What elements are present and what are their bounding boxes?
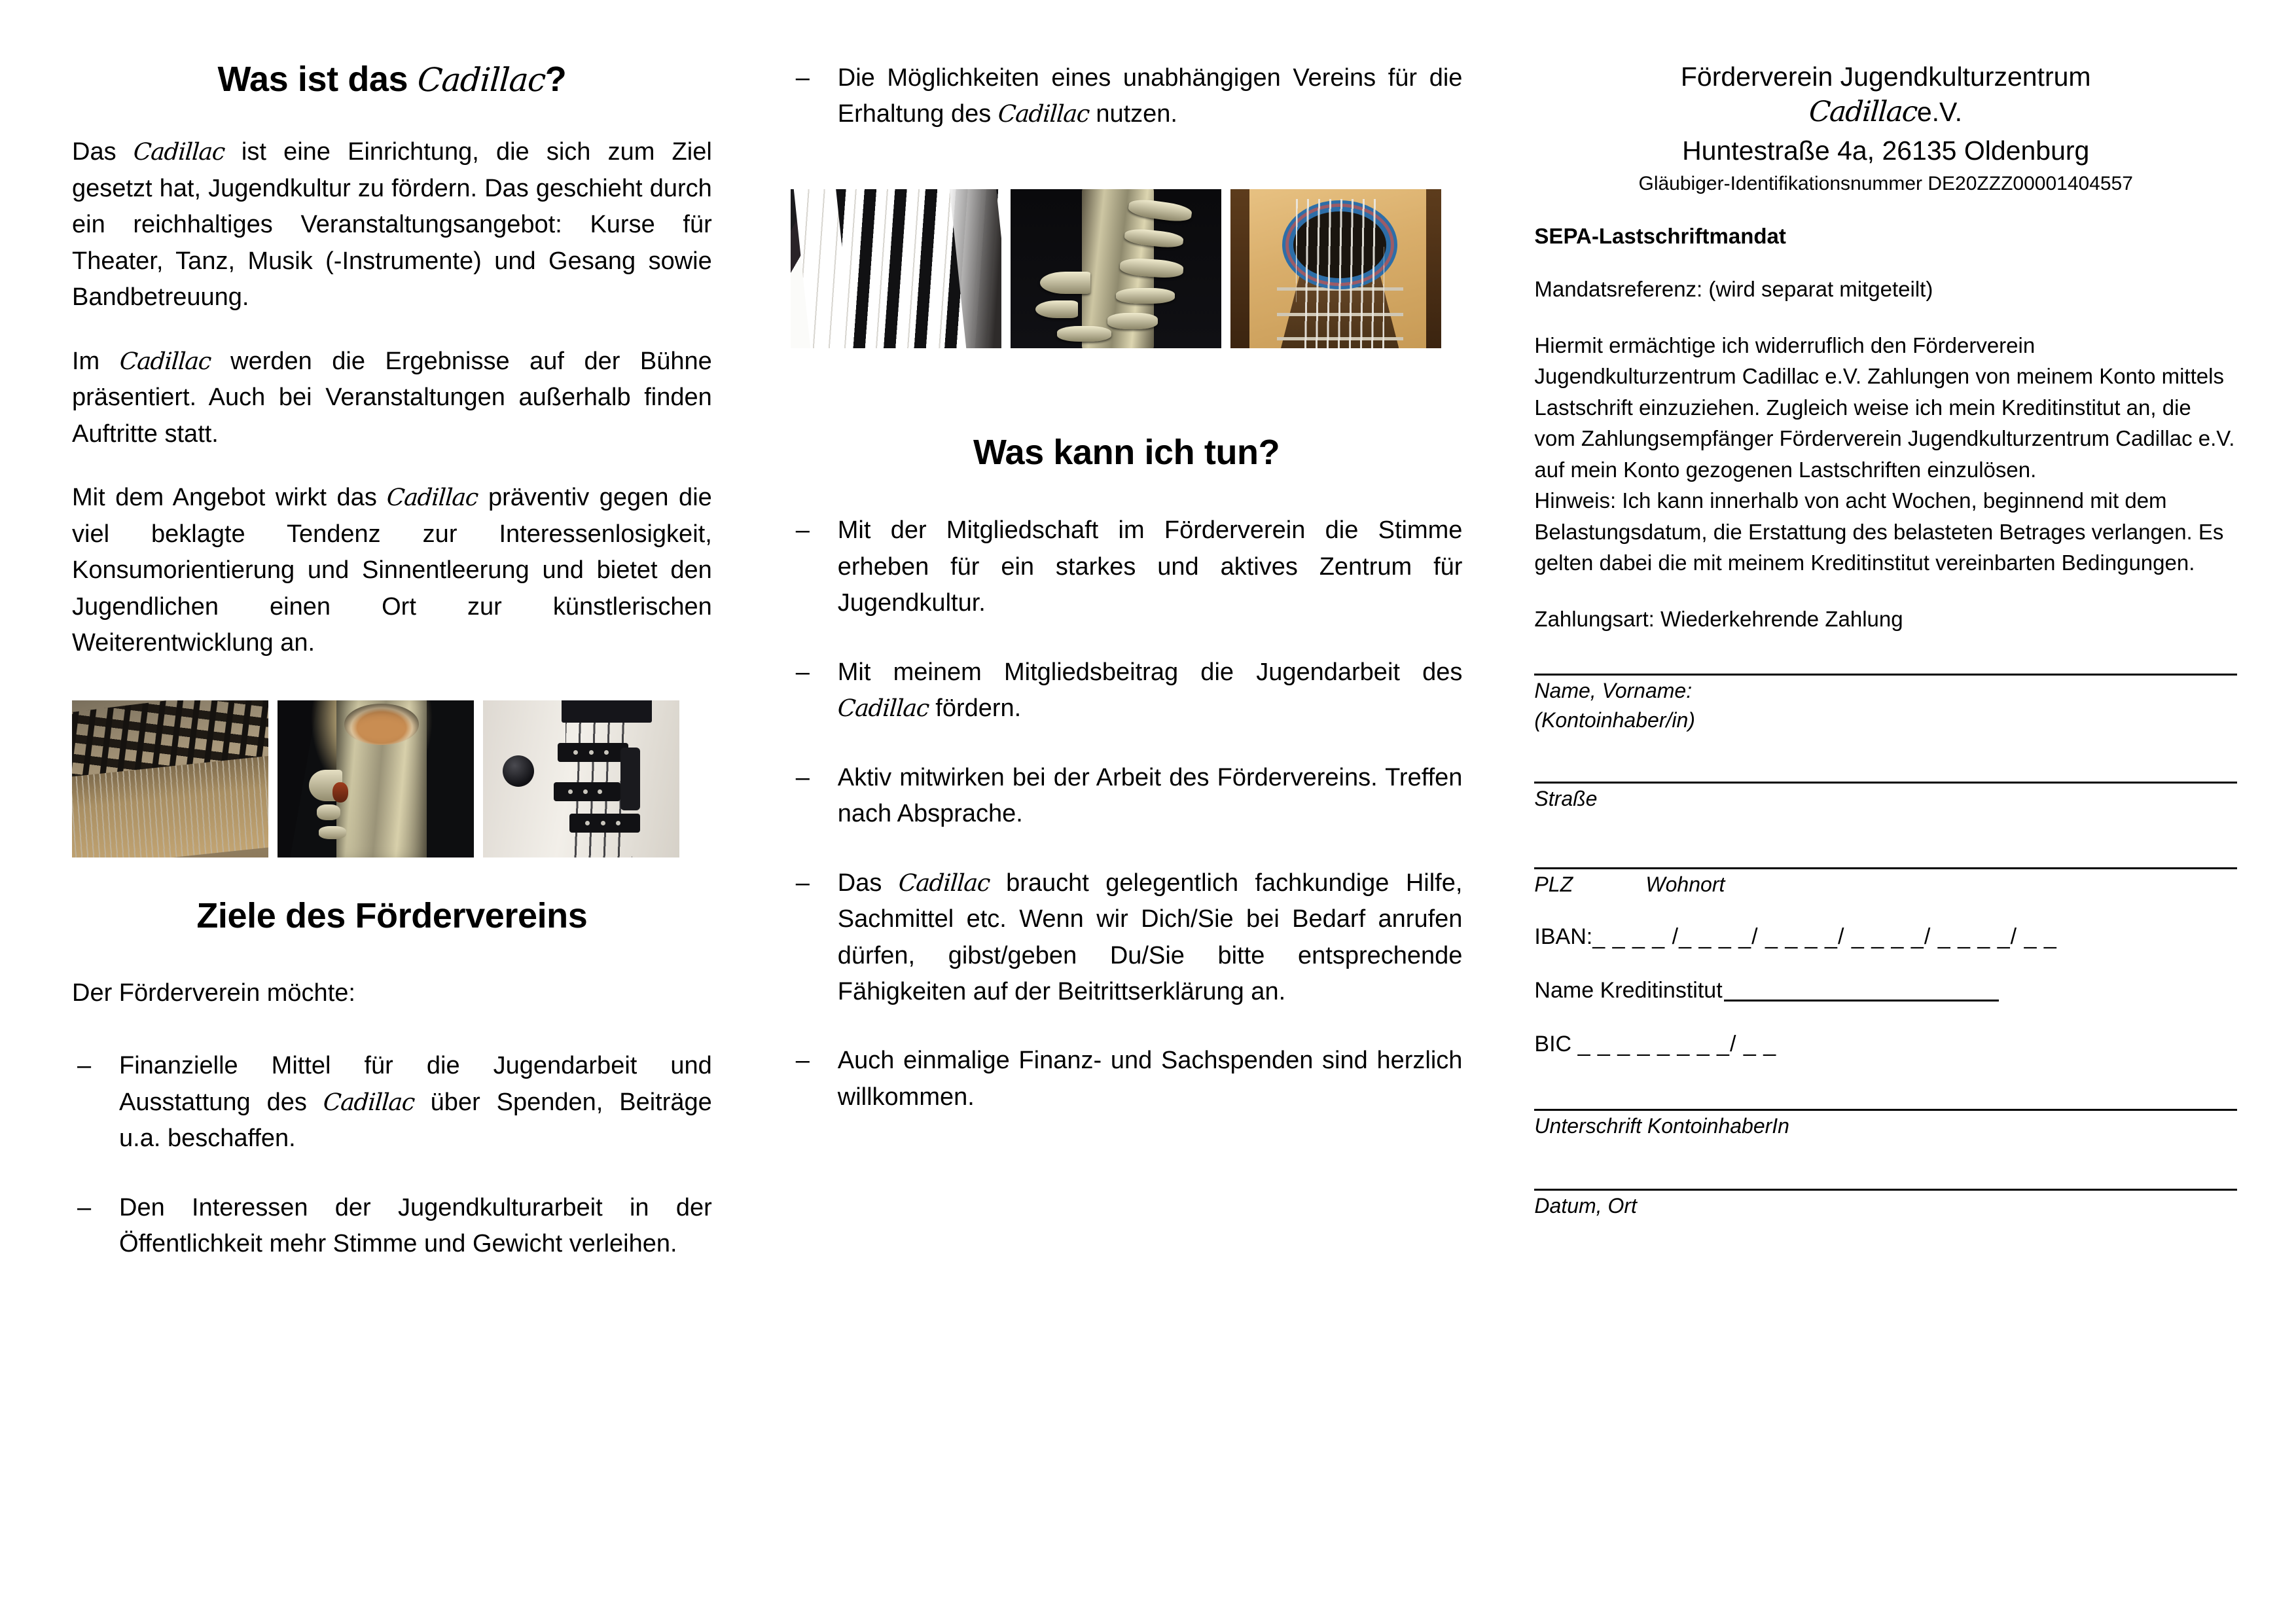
list-item	[791, 760, 1463, 833]
cadillac-wordmark: Cadillac	[897, 869, 991, 897]
bic-blanks: _ _ _ _ _ _ _ _/ _ _	[1577, 1031, 1777, 1056]
list-item-text-a: Mit meinem Mitgliedsbeitrag die Jugendarbeit des	[837, 658, 1463, 686]
bullet-dash: –	[795, 1047, 810, 1075]
postal-city-field-rule	[1534, 867, 2237, 869]
cadillac-wordmark: Cadillac	[118, 347, 212, 375]
ziele-bullet-list-continued	[791, 60, 1463, 133]
bullet-dash: –	[795, 658, 810, 686]
page-title	[72, 60, 712, 99]
signature-field-label: Unterschrift KontoinhaberIn	[1534, 1114, 1789, 1138]
cadillac-wordmark: Cadillac	[132, 138, 226, 166]
postal-city-field-labels	[1534, 871, 2237, 899]
bank-name-field[interactable]	[1534, 976, 2237, 1006]
city-label: Wohnort	[1645, 873, 1725, 897]
bic-field[interactable]	[1534, 1030, 2237, 1060]
hinweis-paragraph: Hinweis: Ich kann innerhalb von acht Wochen, beginnend mit dem Belastungsdatum, die Erstattung des belasteten Betrages verlangen. Es gelten dabei die mit meinem Kreditinstitut vereinbarten Bedingungen.	[1534, 488, 2224, 575]
organization-name: Förderverein Jugendkulturzentrum	[1680, 62, 2091, 92]
iban-blanks: _ _ _ _ /_ _ _ _/ _ _ _ _/ _ _ _ _/ _ _ _ _/ _ _	[1592, 924, 2057, 949]
column-right-sepa-form	[1501, 60, 2250, 1598]
section-title-was-kann-ich-tun: Was kann ich tun?	[973, 432, 1280, 472]
organization-name-brand-line	[1534, 94, 2237, 131]
payment-type-line: Zahlungsart: Wiederkehrende Zahlung	[1534, 606, 1903, 631]
bullet-dash: –	[77, 1193, 92, 1221]
action-bullet-list	[791, 513, 1463, 1115]
list-item-text-a: Die Möglichkeiten eines unabhängigen Vereins für die Erhaltung des	[837, 64, 1463, 128]
list-item-text-b: über Spenden, Beiträge u.a. beschaffen.	[119, 1088, 712, 1153]
column-middle	[751, 60, 1502, 1598]
intro-p2-part-a: Im	[72, 347, 100, 375]
bic-label: BIC	[1534, 1031, 1572, 1056]
page-title-suffix: ?	[545, 60, 567, 99]
name-field-label: Name, Vorname:	[1534, 679, 1693, 703]
bass-guitar-photo	[483, 700, 679, 857]
cadillac-wordmark: Cadillac	[997, 100, 1090, 128]
cadillac-wordmark: Cadillac	[386, 484, 479, 512]
list-item-text-a: Auch einmalige Finanz- und Sachspenden sind herzlich willkommen.	[837, 1047, 1463, 1111]
iban-field[interactable]	[1534, 922, 2237, 952]
intro-p3-part-b: präventiv gegen die viel beklagte Tendenz zur Interessenlosigkeit, Konsumorientierung und Sinnentleerung und bietet den Jugendlichen einen Ort zur künstlerischen Weiterentwicklung an.	[72, 484, 712, 657]
intro-paragraph-3	[72, 480, 712, 661]
list-item-text-a: Finanzielle Mittel für die Jugendarbeit und Ausstattung des	[119, 1052, 712, 1116]
street-field-rule	[1534, 782, 2237, 784]
iban-label: IBAN:	[1534, 924, 1593, 949]
list-item-text-b: nutzen.	[1096, 100, 1177, 128]
list-item	[791, 513, 1463, 621]
acoustic-guitar-photo	[1230, 189, 1441, 348]
bank-name-input-line[interactable]	[1724, 981, 1999, 1001]
name-field-group[interactable]	[1534, 674, 2237, 734]
name-field-rule	[1534, 674, 2237, 676]
intro-p3-part-a: Mit dem Angebot wirkt das	[72, 484, 377, 512]
postal-code-label: PLZ	[1534, 873, 1573, 897]
list-item	[791, 1043, 1463, 1115]
list-item-text-b: fördern.	[935, 695, 1022, 723]
instrument-photo-strip-middle	[791, 189, 1463, 348]
bank-name-label: Name Kreditinstitut	[1534, 977, 1723, 1003]
bullet-dash: –	[795, 869, 810, 897]
organization-header	[1534, 60, 2237, 196]
column-left	[46, 60, 751, 1598]
list-item-text-a: Das	[837, 869, 882, 897]
organization-address: Huntestraße 4a, 26135 Oldenburg	[1682, 135, 2090, 166]
name-field-sublabel: (Kontoinhaber/in)	[1534, 708, 1695, 732]
street-field-label: Straße	[1534, 786, 1598, 810]
signature-field-group[interactable]	[1534, 1109, 2237, 1140]
cadillac-wordmark: Cadillac	[1808, 96, 1918, 129]
ziele-bullet-list	[72, 1048, 712, 1262]
bullet-dash: –	[795, 516, 810, 545]
date-place-field-rule	[1534, 1189, 2237, 1191]
legal-form-suffix: e.V.	[1916, 97, 1963, 128]
intro-p1-part-b: ist eine Einrichtung, die sich zum Ziel gesetzt hat, Jugendkultur zu fördern. Das geschieht durch ein reichhaltiges Veranstaltungsangebot: Kurse für Theater, Tanz, Musik (-Instrumente) und Gesang sowie Bandbetreuung.	[72, 138, 712, 312]
bullet-dash: –	[795, 64, 810, 92]
list-item	[791, 655, 1463, 727]
intro-paragraph-2	[72, 344, 712, 452]
page-title-prefix: Was ist das	[217, 60, 408, 99]
list-item	[791, 865, 1463, 1011]
bullet-dash: –	[795, 763, 810, 791]
ziele-lead-text: Der Förderverein möchte:	[72, 979, 355, 1007]
list-item-text-a: Aktiv mitwirken bei der Arbeit des Fördervereins. Treffen nach Absprache.	[837, 763, 1463, 828]
sepa-mandate-title: SEPA-Lastschriftmandat	[1534, 224, 1786, 249]
date-place-field-group[interactable]	[1534, 1189, 2237, 1220]
cadillac-wordmark: Cadillac	[322, 1088, 416, 1116]
piano-keys-photo	[791, 189, 1001, 348]
cadillac-wordmark: Cadillac	[416, 61, 547, 99]
list-item	[72, 1048, 712, 1157]
saxophone-keys-photo	[1011, 189, 1221, 348]
list-item	[791, 60, 1463, 133]
list-item-text-b: braucht gelegentlich fachkundige Hilfe, Sachmittel etc. Wenn wir Dich/Sie bei Bedarf anrufen dürfen, gibst/geben Du/Sie bitte entsprechende Fähigkeiten auf der Beitrittserklärung an.	[837, 869, 1463, 1006]
list-item-text-a: Mit der Mitgliedschaft im Förderverein die Stimme erheben für ein starkes und aktives Zentrum für Jugendkultur.	[837, 516, 1463, 617]
street-field-group[interactable]	[1534, 782, 2237, 813]
cadillac-wordmark: Cadillac	[836, 695, 930, 723]
intro-paragraph-1	[72, 134, 712, 316]
bullet-dash: –	[77, 1052, 92, 1080]
authorization-paragraph: Hiermit ermächtige ich widerruflich den Förderverein Jugendkulturzentrum Cadillac e.V. Zahlungen von meinem Konto mittels Lastschrift einzuziehen. Zugleich weise ich mein Kreditinstitut an, die vom Zahlungsempfänger Förderverein Jugendkulturzentrum Cadillac e.V. auf mein Konto gezogenen Lastschriften einzulösen.	[1534, 333, 2235, 482]
signature-field-rule	[1534, 1109, 2237, 1111]
mandate-reference: Mandatsreferenz: (wird separat mitgeteilt)	[1534, 277, 1933, 302]
list-item	[72, 1190, 712, 1263]
date-place-field-label: Datum, Ort	[1534, 1194, 1637, 1218]
piano-hammers-photo	[72, 700, 268, 857]
intro-p2-part-b: werden die Ergebnisse auf der Bühne präsentiert. Auch bei Veranstaltungen außerhalb finden Auftritte statt.	[72, 347, 712, 448]
instrument-photo-strip-left	[72, 700, 712, 857]
saxophone-body-photo	[278, 700, 474, 857]
intro-p1-part-a: Das	[72, 138, 117, 166]
postal-city-field-group[interactable]	[1534, 867, 2237, 899]
creditor-identification-number: Gläubiger-Identifikationsnummer DE20ZZZ00001404557	[1638, 173, 2133, 195]
section-title-ziele: Ziele des Fördervereins	[196, 896, 588, 936]
list-item-text-a: Den Interessen der Jugendkulturarbeit in der Öffentlichkeit mehr Stimme und Gewicht verleihen.	[119, 1193, 712, 1258]
